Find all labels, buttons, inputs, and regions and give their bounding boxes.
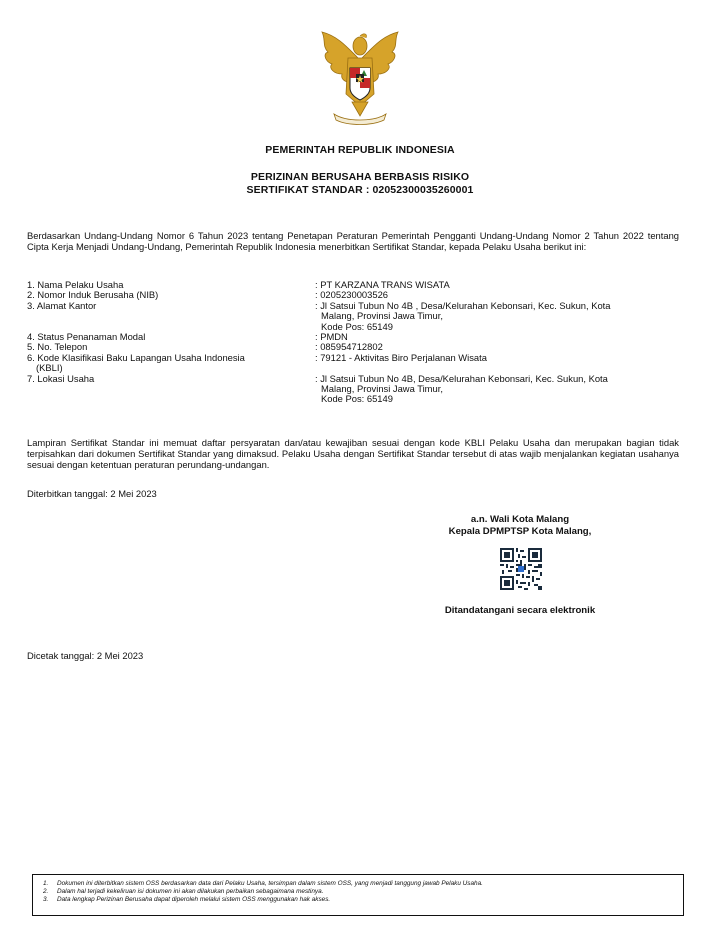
field-label: 7. Lokasi Usaha	[27, 372, 95, 384]
annex-paragraph: Lampiran Sertifikat Standar ini memuat daftar persyaratan dan/atau kewajiban sesuai dengan kode KBLI Pelaku Usaha dan merupakan bagian tidak terpisahkan dari dokumen Sertifikat Standar yang dimaksud. Pelaku Usaha dengan Sertifikat Standar tersebut di atas wajib menjalankan kegiatan usahanya sesuai dengan ketentuan peraturan perundang-undangan.	[27, 437, 679, 470]
field-label: 5. No. Telepon	[27, 341, 88, 353]
field-label: 1. Nama Pelaku Usaha	[27, 279, 124, 290]
field-value-line: Malang, Provinsi Jawa Timur,	[321, 383, 443, 395]
certificate-number-title: SERTIFIKAT STANDAR : 02052300035260001	[246, 184, 474, 196]
field-value-line: Malang, Provinsi Jawa Timur,	[321, 310, 443, 322]
field-label	[27, 353, 315, 374]
field-row-office-address	[27, 301, 687, 332]
footnote-text: Data lengkap Perizinan Berusaha dapat diperoleh melalui sistem OSS menggunakan hak akses.	[57, 896, 331, 904]
footnote-item	[43, 896, 675, 904]
field-label: 2. Nomor Induk Berusaha (NIB)	[27, 289, 159, 301]
field-value	[315, 374, 687, 405]
field-value-line: : PMDN	[315, 331, 348, 343]
government-heading: PEMERINTAH REPUBLIK INDONESIA	[265, 144, 455, 156]
printed-date: Dicetak tanggal: 2 Mei 2023	[27, 650, 144, 661]
field-row-kbli	[27, 353, 687, 374]
field-value-line: : Jl Satsui Tubun No 4B , Desa/Kelurahan Kebonsari, Kec. Sukun, Kota	[315, 299, 611, 311]
footnotes-box	[32, 874, 684, 916]
footnote-number: 1.	[43, 880, 49, 887]
footnote-text: Dokumen ini diterbitkan sistem OSS berdasarkan data dari Pelaku Usaha, tersimpan dalam sistem OSS, yang menjadi tanggung jawab Pelaku Usaha.	[57, 880, 483, 887]
garuda-emblem-icon	[312, 28, 408, 128]
footnote-number: 2.	[43, 888, 49, 896]
electronic-signature-note: Ditandatangani secara elektronik	[444, 605, 596, 616]
field-value-line: : 0205230003526	[315, 289, 388, 301]
signatory-title: Kepala DPMPTSP Kota Malang,	[448, 526, 592, 537]
field-label: 3. Alamat Kantor	[27, 299, 97, 311]
field-label-line: 6. Kode Klasifikasi Baku Lapangan Usaha Indonesia	[27, 351, 245, 363]
intro-paragraph: Berdasarkan Undang-Undang Nomor 6 Tahun 2023 tentang Penetapan Peraturan Pemerintah Pengganti Undang-Undang Nomor 2 Tahun 2022 tentang Cipta Kerja Menjadi Undang-Undang, Pemerintah Republik Indonesia menerbitkan Sertifikat Standar, kepada Pelaku Usaha berikut ini:	[27, 230, 679, 252]
field-value-line: : 085954712802	[315, 341, 383, 353]
signatory-on-behalf: a.n. Wali Kota Malang	[470, 514, 570, 525]
field-label: 4. Status Penanaman Modal	[27, 331, 146, 343]
field-value-line: Kode Pos: 65149	[321, 393, 393, 405]
field-value-line: : Jl Satsui Tubun No 4B, Desa/Kelurahan Kebonsari, Kec. Sukun, Kota	[315, 372, 608, 384]
issued-date: Diterbitkan tanggal: 2 Mei 2023	[27, 488, 157, 499]
business-fields	[27, 280, 687, 405]
field-value-line: : 79121 - Aktivitas Biro Perjalanan Wisata	[315, 351, 487, 363]
field-value	[315, 353, 687, 374]
footnote-item	[43, 888, 675, 896]
field-value	[315, 301, 687, 332]
footnote-item	[43, 880, 675, 888]
footnote-text: Dalam hal terjadi kekeliruan isi dokumen ini akan dilakukan perbaikan sebagaimana mestinya.	[57, 888, 324, 896]
field-label-line: (KBLI)	[36, 362, 63, 374]
field-row-business-location	[27, 374, 687, 405]
qr-code-icon	[500, 548, 542, 590]
permit-title: PERIZINAN BERUSAHA BERBASIS RISIKO	[250, 171, 470, 183]
field-value-line: Kode Pos: 65149	[321, 320, 393, 332]
field-value-line: : PT KARZANA TRANS WISATA	[315, 279, 450, 290]
footnote-number: 3.	[43, 896, 49, 904]
